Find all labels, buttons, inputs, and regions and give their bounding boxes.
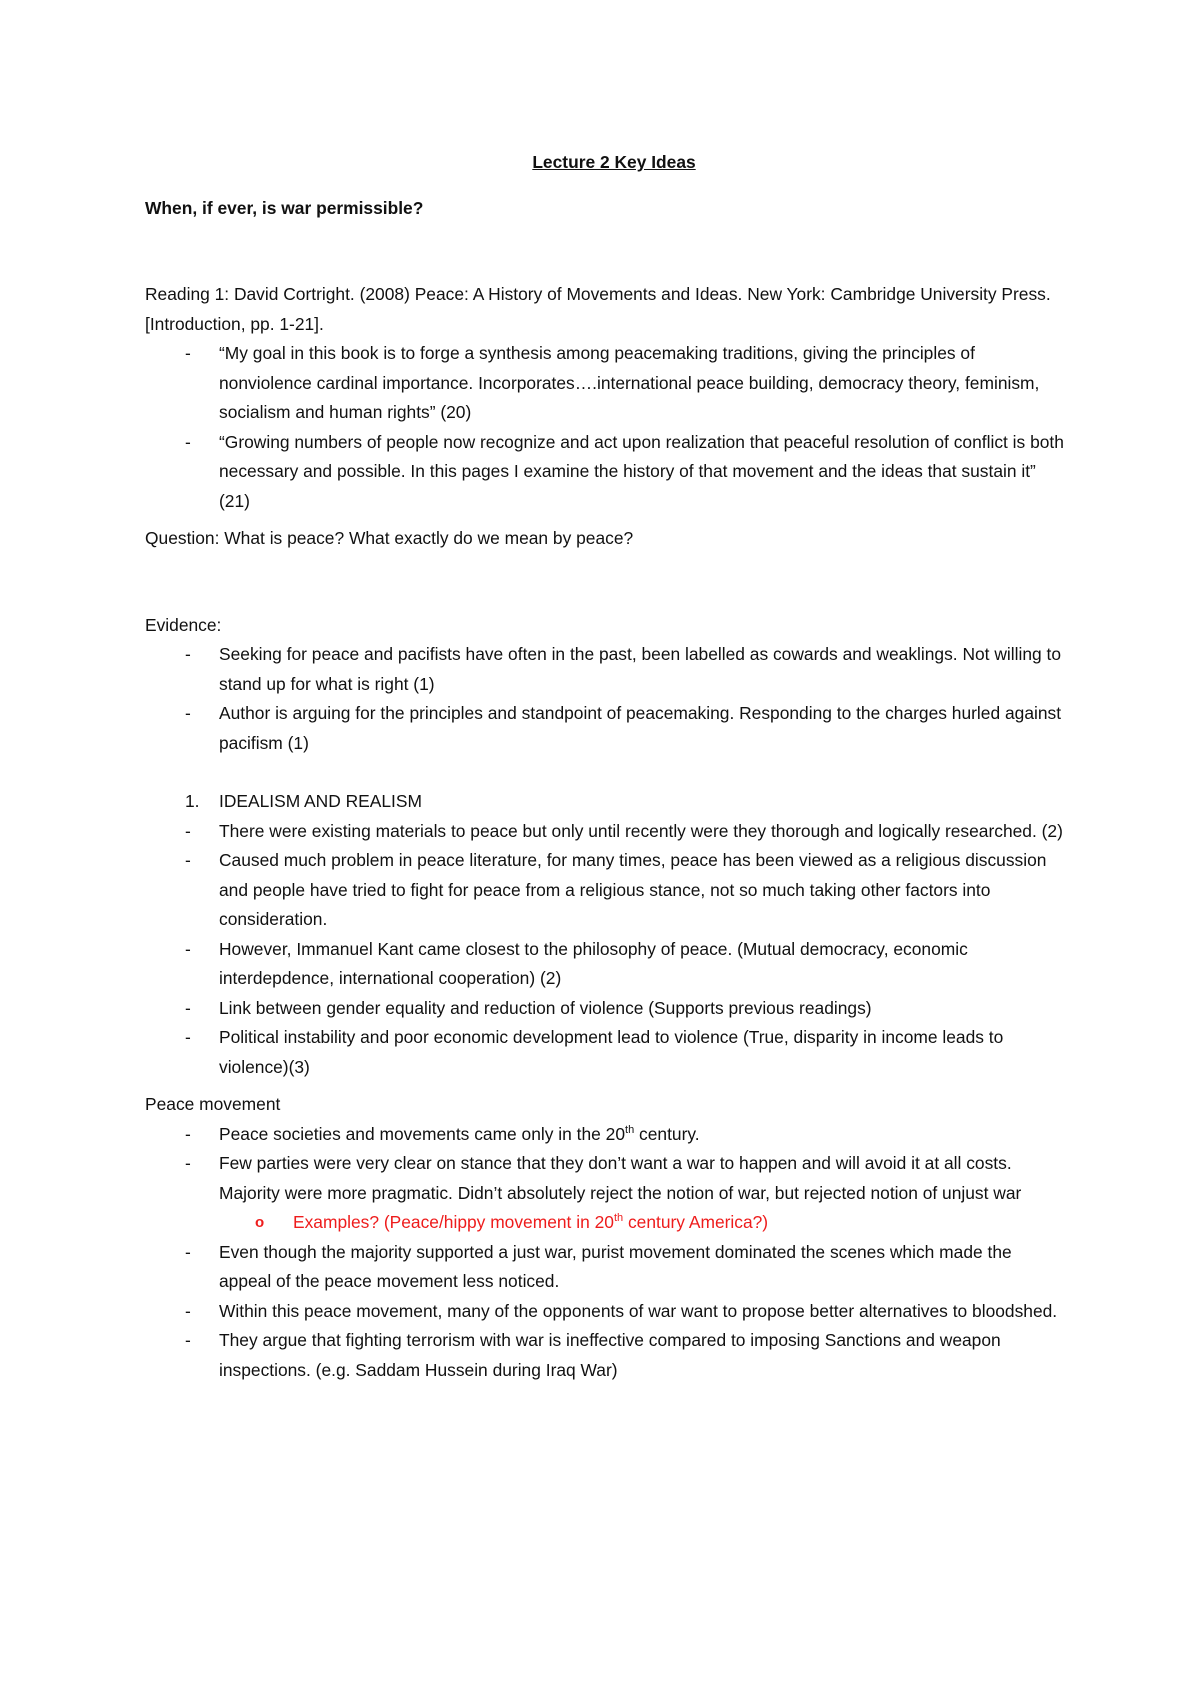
text-run: Examples? (Peace/hippy movement in 20	[293, 1212, 614, 1232]
list-item-text: However, Immanuel Kant came closest to the philosophy of peace. (Mutual democracy, economic interdepdence, international cooperation) (2)	[219, 938, 968, 988]
dash-marker: -	[185, 1027, 191, 1047]
main-question: When, if ever, is war permissible?	[145, 197, 424, 218]
list-item	[145, 699, 1065, 758]
dash-marker: -	[185, 1123, 191, 1144]
document-body	[145, 148, 1065, 1385]
list-item	[145, 1023, 1065, 1082]
dash-marker: -	[185, 1300, 191, 1321]
list-item-text: Author is arguing for the principles and standpoint of peacemaking. Responding to the charges hurled against pacifism (1)	[219, 703, 1062, 753]
superscript: th	[613, 1212, 624, 1225]
list-item-text: Within this peace movement, many of the opponents of war want to propose better alternatives to bloodshed.	[219, 1300, 1058, 1321]
circle-bullet-marker: o	[255, 1214, 265, 1231]
dash-marker: -	[185, 820, 191, 841]
list-item	[145, 1149, 1065, 1208]
sub-list-item-text	[293, 1212, 768, 1232]
dash-marker: -	[185, 431, 191, 452]
number-marker: 1.	[185, 791, 200, 811]
list-item-text: Caused much problem in peace literature, for many times, peace has been viewed as a religious discussion and people have tried to fight for peace from a religious stance, not so much taking other factors into consideration.	[219, 850, 1047, 929]
list-item	[145, 1297, 1065, 1327]
idealism-list	[145, 817, 1065, 1083]
evidence-heading: Evidence:	[145, 614, 222, 635]
peace-movement-list	[145, 1120, 1065, 1386]
list-item	[145, 935, 1065, 994]
sub-list-item	[145, 1208, 1065, 1238]
dash-marker: -	[185, 1330, 191, 1350]
list-item-text: There were existing materials to peace but only until recently were they thorough and logically researched. (2)	[219, 820, 1063, 841]
list-item-text	[219, 1124, 700, 1144]
section-heading-text: IDEALISM AND REALISM	[219, 791, 422, 811]
dash-marker: -	[185, 997, 191, 1018]
list-item-text: “Growing numbers of people now recognize and act upon realization that peaceful resolution of conflict is both necessary and possible. In this pages I examine the history of that movement and the ideas that sustain it” (21)	[219, 431, 1064, 511]
list-item-text: Few parties were very clear on stance that they don’t want a war to happen and will avoid it at all costs. Majority were more pragmatic. Didn’t absolutely reject the notion of war, but rejected notion of unjust war	[219, 1153, 1022, 1203]
page-title: Lecture 2 Key Ideas	[532, 152, 696, 172]
dash-marker: -	[185, 703, 191, 723]
text-run: Peace societies and movements came only in the 20	[219, 1123, 626, 1144]
list-item	[145, 1326, 1065, 1385]
text-run: century America?)	[623, 1212, 769, 1232]
list-item	[145, 994, 1065, 1024]
list-item-text: Link between gender equality and reduction of violence (Supports previous readings)	[219, 997, 872, 1018]
list-item-text: They argue that fighting terrorism with war is ineffective compared to imposing Sanctions and weapon inspections. (e.g. Saddam Hussein during Iraq War)	[219, 1330, 1001, 1380]
reading-citation: Reading 1: David Cortright. (2008) Peace: A History of Movements and Ideas. New York: Cambridge University Press. [Introduction, pp. 1-21].	[145, 284, 1051, 334]
evidence-list	[145, 640, 1065, 758]
peace-movement-heading: Peace movement	[145, 1094, 281, 1114]
list-item	[145, 339, 1065, 428]
list-item	[145, 428, 1065, 517]
list-item	[145, 817, 1065, 847]
list-item	[145, 1120, 1065, 1150]
dash-marker: -	[185, 1241, 191, 1262]
dash-marker: -	[185, 850, 191, 870]
text-run: century.	[634, 1123, 700, 1144]
dash-marker: -	[185, 343, 191, 363]
numbered-section-heading	[145, 787, 1065, 817]
dash-marker: -	[185, 1153, 191, 1173]
list-item-text: Seeking for peace and pacifists have often in the past, been labelled as cowards and weaklings. Not willing to stand up for what is right (1)	[219, 644, 1062, 694]
list-item-text: Even though the majority supported a just war, purist movement dominated the scenes which made the appeal of the peace movement less noticed.	[219, 1241, 1012, 1291]
dash-marker: -	[185, 938, 191, 959]
list-item	[145, 1238, 1065, 1297]
superscript: th	[625, 1123, 635, 1136]
list-item-text: “My goal in this book is to forge a synthesis among peacemaking traditions, giving the principles of nonviolence cardinal importance. Incorporates….international peace building, democracy theory, feminism, socialism and human rights” (20)	[219, 343, 1040, 422]
dash-marker: -	[185, 644, 191, 664]
list-item	[145, 846, 1065, 935]
question-paragraph: Question: What is peace? What exactly do we mean by peace?	[145, 528, 634, 548]
reading-quote-list	[145, 339, 1065, 516]
list-item-text: Political instability and poor economic development lead to violence (True, disparity in income leads to violence)(3)	[219, 1027, 1004, 1077]
list-item	[145, 640, 1065, 699]
